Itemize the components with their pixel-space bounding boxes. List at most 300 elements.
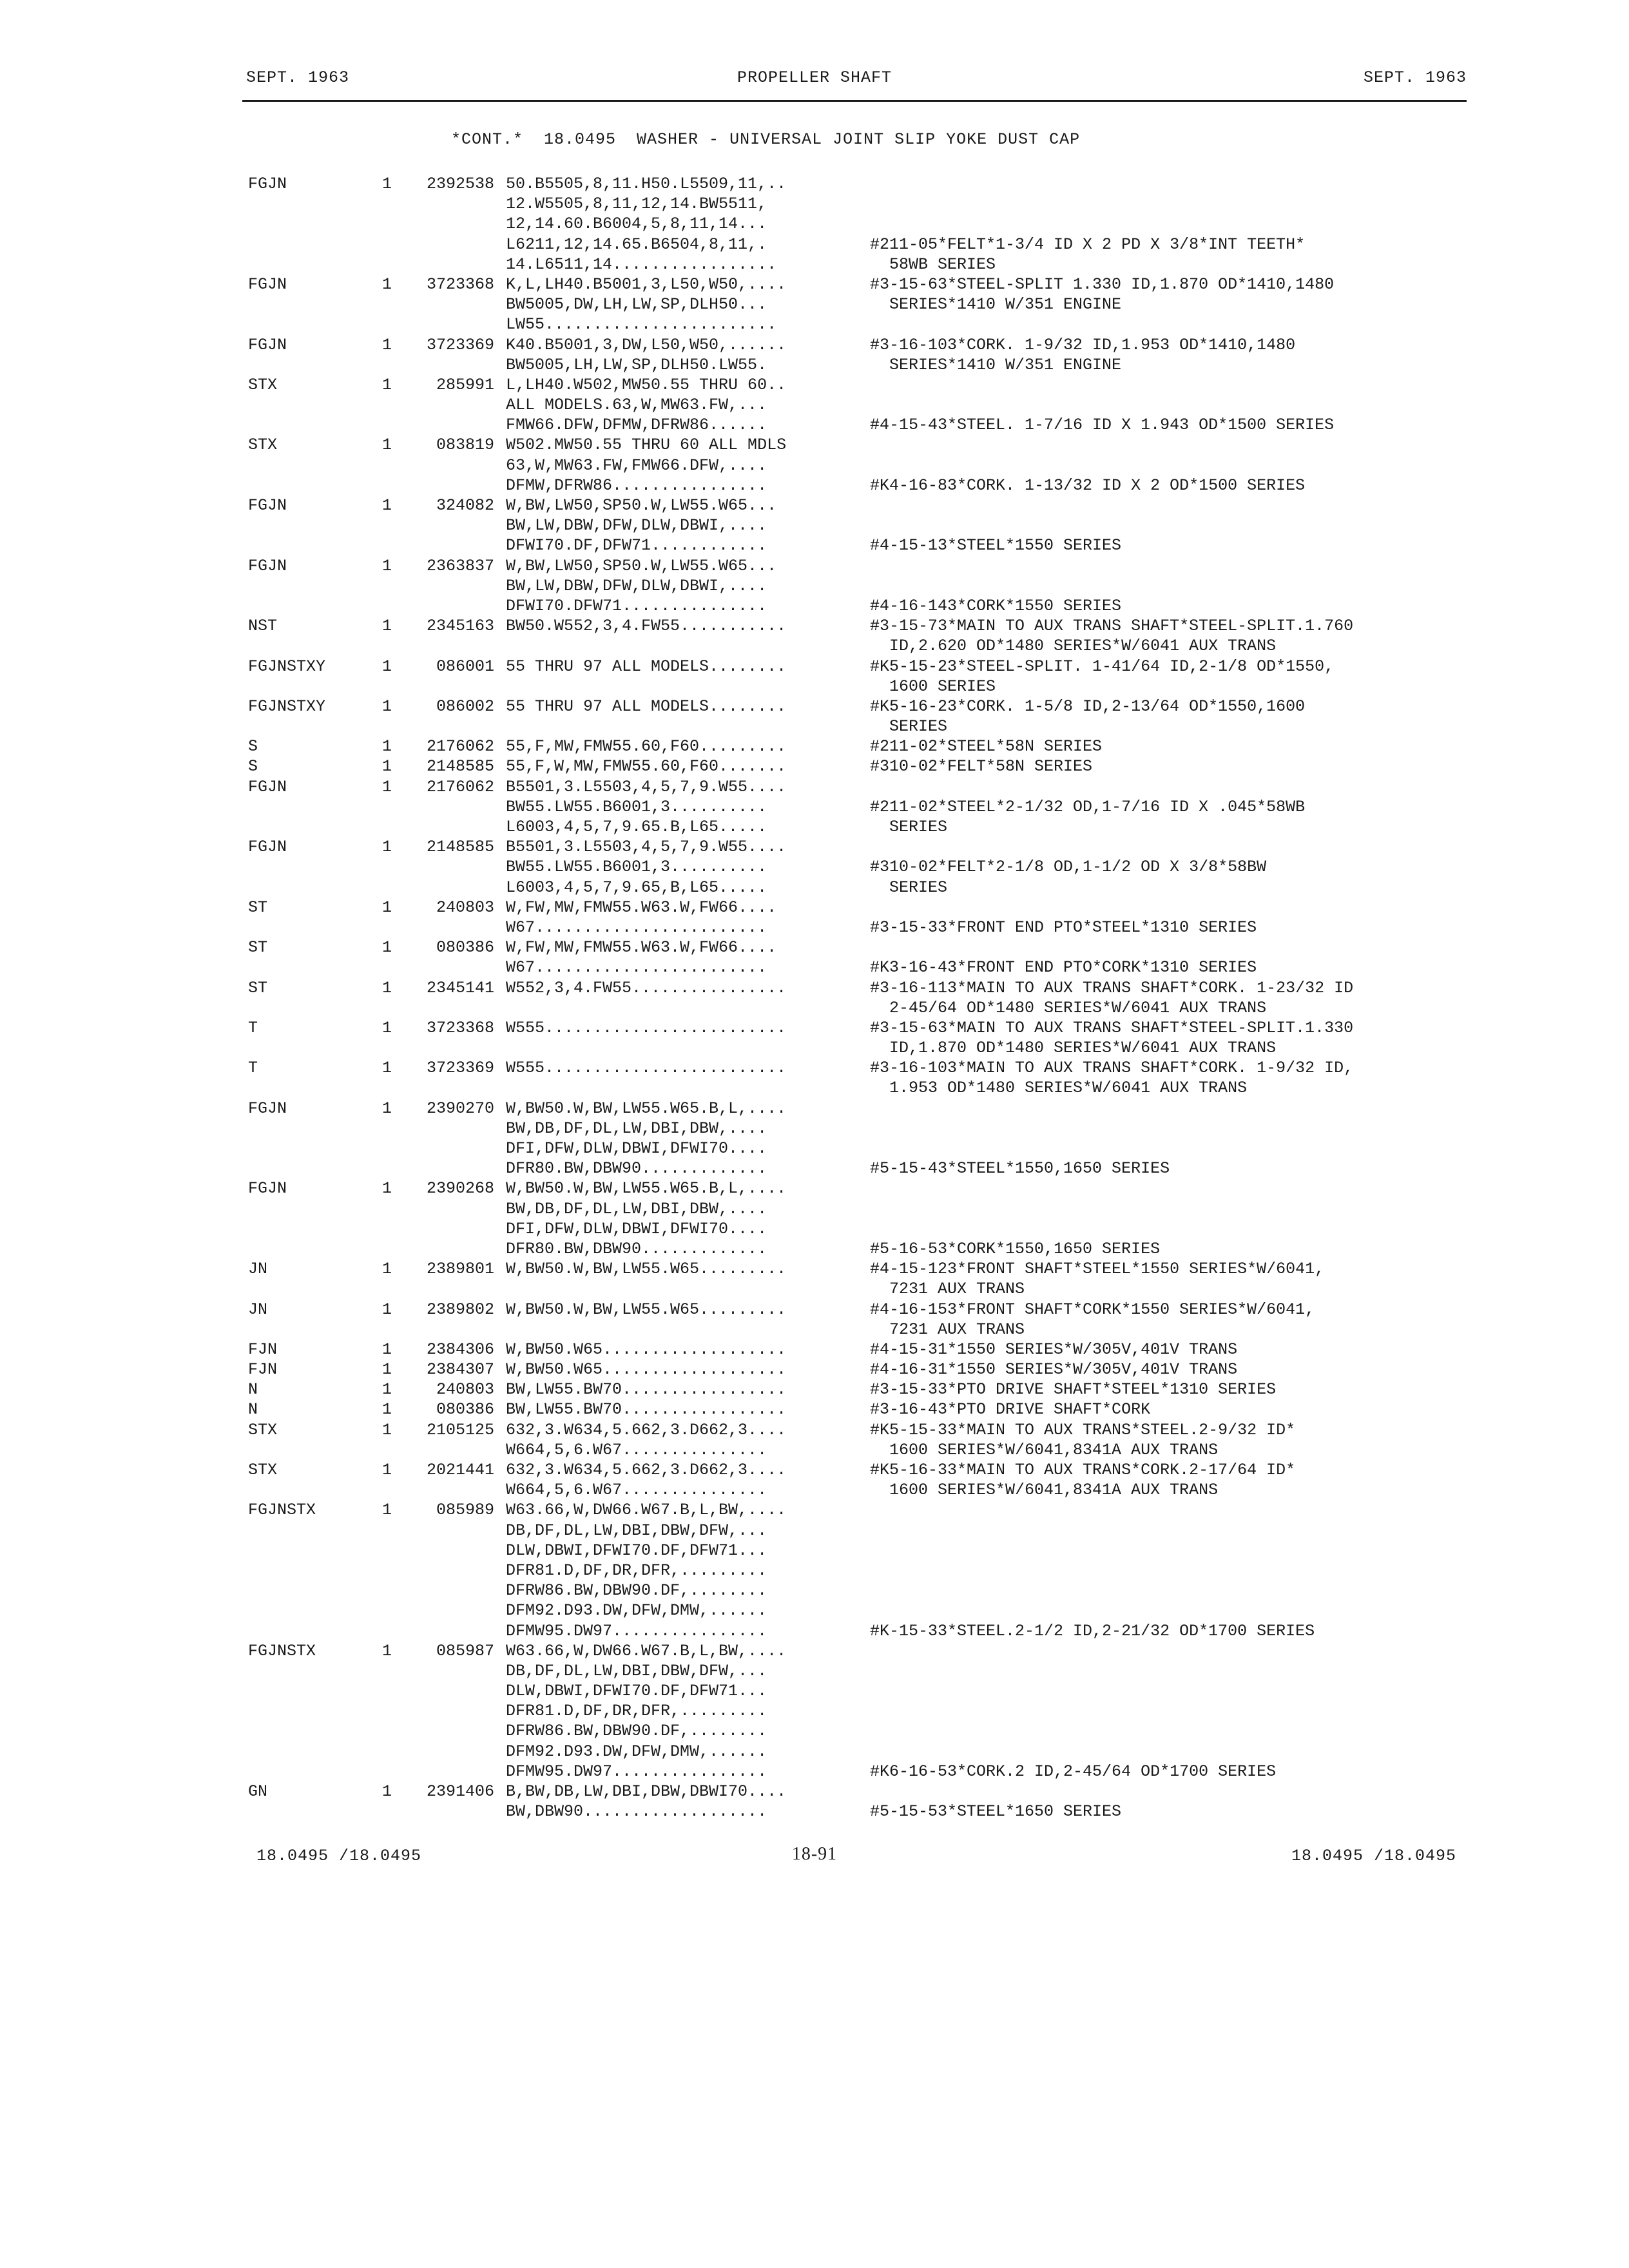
part-description: #4-16-143*CORK*1550 SERIES (870, 596, 1122, 615)
model-codes: FGJN (248, 838, 287, 857)
quantity: 1 (382, 1260, 392, 1279)
part-number: 324082 (436, 496, 494, 515)
quantity: 1 (382, 1300, 392, 1319)
model-codes: S (248, 757, 258, 776)
quantity: 1 (382, 1179, 392, 1198)
table-row (248, 697, 1479, 716)
model-codes: T (248, 1018, 258, 1037)
application-models: DFMW95.DW97................ (506, 1621, 767, 1640)
quantity: 1 (382, 496, 392, 515)
application-models: BW,LW,DBW,DFW,DLW,DBWI,.... (506, 516, 767, 535)
quantity: 1 (382, 175, 392, 193)
table-row (248, 1782, 1479, 1802)
application-models: BW5005,DW,LH,LW,SP,DLH50... (506, 295, 767, 314)
table-row-continuation (248, 1600, 1479, 1620)
part-number: 2384306 (426, 1340, 494, 1359)
table-row (248, 1460, 1479, 1480)
table-row (248, 1500, 1479, 1520)
part-description: #310-02*FELT*58N SERIES (870, 757, 1093, 776)
application-models: W,BW50.W,BW,LW55.W65......... (506, 1260, 787, 1279)
part-number: 2390270 (426, 1099, 494, 1118)
quantity: 1 (382, 617, 392, 636)
table-row (248, 1058, 1479, 1078)
table-row-continuation (248, 456, 1479, 476)
model-codes: ST (248, 938, 268, 957)
application-models: BW,LW,DBW,DFW,DLW,DBWI,.... (506, 576, 767, 595)
header-date-left: SEPT. 1963 (246, 68, 350, 87)
model-codes: FGJN (248, 1179, 287, 1198)
part-number: 2105125 (426, 1420, 494, 1439)
part-description: #5-15-43*STEEL*1550,1650 SERIES (870, 1159, 1170, 1178)
application-models: BW55.LW55.B6001,3.......... (506, 858, 767, 877)
application-models: DFR81.D,DF,DR,DFR,......... (506, 1561, 767, 1580)
table-row-continuation (248, 1078, 1479, 1098)
quantity: 1 (382, 1059, 392, 1078)
part-description: 1600 SERIES*W/6041,8341A AUX TRANS (870, 1440, 1219, 1459)
part-number: 2176062 (426, 777, 494, 796)
model-codes: FGJNSTX (248, 1501, 316, 1520)
part-description: SERIES (870, 818, 948, 836)
table-row (248, 174, 1479, 194)
quantity: 1 (382, 1018, 392, 1037)
model-codes: ST (248, 978, 268, 997)
table-row-continuation (248, 476, 1479, 495)
table-row-continuation (248, 1239, 1479, 1259)
parts-listing (248, 174, 1479, 1821)
application-models: BW55.LW55.B6001,3.......... (506, 797, 767, 816)
quantity: 1 (382, 274, 392, 294)
quantity: 1 (382, 556, 392, 575)
table-row (248, 837, 1479, 857)
part-description: #K5-16-23*CORK. 1-5/8 ID,2-13/64 OD*1550,1600 (870, 697, 1306, 716)
application-models: W555......................... (506, 1059, 787, 1078)
table-row-continuation (248, 817, 1479, 837)
part-description: #3-16-113*MAIN TO AUX TRANS SHAFT*CORK. 1-23/32 ID (870, 978, 1354, 997)
part-number: 2390268 (426, 1179, 494, 1198)
quantity: 1 (382, 737, 392, 756)
table-row-continuation (248, 1440, 1479, 1460)
model-codes: STX (248, 1461, 278, 1479)
application-models: BW,DB,DF,DL,LW,DBI,DBW,.... (506, 1119, 767, 1138)
model-codes: T (248, 1059, 258, 1078)
table-row (248, 978, 1479, 998)
table-row-continuation (248, 1701, 1479, 1721)
table-row-continuation (248, 998, 1479, 1018)
model-codes: JN (248, 1300, 268, 1319)
application-models: W63.66,W,DW66.W67.B,L,BW,.... (506, 1641, 787, 1660)
quantity: 1 (382, 1400, 392, 1419)
part-number: 086001 (436, 657, 494, 676)
application-models: BW,LW55.BW70................. (506, 1400, 787, 1419)
quantity: 1 (382, 1461, 392, 1479)
application-models: 14.L6511,14................. (506, 255, 777, 274)
model-codes: GN (248, 1782, 268, 1801)
page-number: 18-91 (791, 1844, 838, 1864)
application-models: 55 THRU 97 ALL MODELS........ (506, 657, 787, 676)
table-row (248, 556, 1479, 576)
part-description: #310-02*FELT*2-1/8 OD,1-1/2 OD X 3/8*58BW (870, 858, 1267, 877)
part-description: ID,1.870 OD*1480 SERIES*W/6041 AUX TRANS (870, 1039, 1277, 1058)
part-number: 2389802 (426, 1300, 494, 1319)
part-number: 2345141 (426, 978, 494, 997)
part-description: #3-15-63*STEEL-SPLIT 1.330 ID,1.870 OD*1410,1480 (870, 274, 1335, 294)
part-number: 285991 (436, 375, 494, 394)
application-models: DFR81.D,DF,DR,DFR,......... (506, 1702, 767, 1721)
application-models: DFR80.BW,DBW90............. (506, 1239, 767, 1258)
part-number: 3723368 (426, 1018, 494, 1037)
model-codes: FJN (248, 1340, 278, 1359)
part-description: 1.953 OD*1480 SERIES*W/6041 AUX TRANS (870, 1079, 1248, 1098)
table-row (248, 1018, 1479, 1038)
table-row-continuation (248, 535, 1479, 555)
quantity: 1 (382, 1380, 392, 1399)
table-row-continuation (248, 1219, 1479, 1239)
table-row-continuation (248, 1139, 1479, 1158)
table-row-continuation (248, 1762, 1479, 1782)
table-row-continuation (248, 1199, 1479, 1219)
table-row-continuation (248, 957, 1479, 977)
model-codes: FGJN (248, 335, 287, 354)
table-row-continuation (248, 1320, 1479, 1340)
table-row-continuation (248, 255, 1479, 274)
quantity: 1 (382, 757, 392, 776)
quantity: 1 (382, 1360, 392, 1379)
application-models: FMW66.DFW,DFMW,DFRW86...... (506, 416, 767, 435)
table-row (248, 1099, 1479, 1119)
application-models: 55,F,MW,FMW55.60,F60......... (506, 737, 787, 756)
part-number: 085987 (436, 1641, 494, 1660)
application-models: W502.MW50.55 THRU 60 ALL MDLS (506, 436, 787, 455)
table-row-continuation (248, 1541, 1479, 1561)
application-models: 63,W,MW63.FW,FMW66.DFW,.... (506, 456, 767, 475)
table-row-continuation (248, 235, 1479, 255)
part-description: #K5-15-33*MAIN TO AUX TRANS*STEEL.2-9/32 ID* (870, 1420, 1296, 1439)
part-description: #4-15-13*STEEL*1550 SERIES (870, 536, 1122, 555)
application-models: W,FW,MW,FMW55.W63.W,FW66.... (506, 898, 777, 917)
application-models: DFRW86.BW,DBW90.DF,........ (506, 1722, 767, 1741)
table-row-continuation (248, 395, 1479, 415)
part-number: 2345163 (426, 617, 494, 636)
table-row (248, 1420, 1479, 1440)
footer-ref-left: 18.0495 /18.0495 (256, 1847, 422, 1865)
part-description: 7231 AUX TRANS (870, 1320, 1025, 1339)
application-models: BW,LW55.BW70................. (506, 1380, 787, 1399)
application-models: DLW,DBWI,DFWI70.DF,DFW71... (506, 1682, 767, 1701)
application-models: W63.66,W,DW66.W67.B,L,BW,.... (506, 1501, 787, 1520)
model-codes: NST (248, 617, 278, 636)
application-models: W664,5,6.W67............... (506, 1440, 767, 1459)
application-models: DFM92.D93.DW,DFW,DMW,...... (506, 1601, 767, 1620)
quantity: 1 (382, 335, 392, 354)
application-models: DFWI70.DFW71............... (506, 596, 767, 615)
table-row (248, 1379, 1479, 1399)
table-row-continuation (248, 194, 1479, 214)
quantity: 1 (382, 938, 392, 957)
catalog-title: *CONT.* 18.0495 WASHER - UNIVERSAL JOINT SLIP YOKE DUST CAP (451, 130, 1081, 149)
table-row (248, 1259, 1479, 1279)
table-row (248, 274, 1479, 294)
table-row-continuation (248, 596, 1479, 616)
application-models: W,BW50.W,BW,LW55.W65.B,L,.... (506, 1179, 787, 1198)
part-number: 080386 (436, 1400, 494, 1419)
part-number: 3723368 (426, 274, 494, 294)
quantity: 1 (382, 697, 392, 716)
part-number: 3723369 (426, 1059, 494, 1078)
application-models: W,BW50.W,BW,LW55.W65......... (506, 1300, 787, 1319)
part-description: SERIES (870, 878, 948, 897)
model-codes: FGJN (248, 175, 287, 193)
table-row-continuation (248, 355, 1479, 375)
part-description: #K3-16-43*FRONT END PTO*CORK*1310 SERIES (870, 958, 1257, 977)
model-codes: FGJN (248, 274, 287, 294)
table-row-continuation (248, 1038, 1479, 1058)
table-row-continuation (248, 1661, 1479, 1681)
table-row-continuation (248, 878, 1479, 898)
table-row-continuation (248, 1158, 1479, 1178)
part-number: 2176062 (426, 737, 494, 756)
part-number: 085989 (436, 1501, 494, 1520)
part-number: 2389801 (426, 1260, 494, 1279)
table-row (248, 756, 1479, 776)
part-number: 2392538 (426, 175, 494, 193)
header-rule (242, 100, 1467, 102)
quantity: 1 (382, 375, 392, 394)
table-row-continuation (248, 214, 1479, 234)
part-number: 086002 (436, 697, 494, 716)
part-number: 240803 (436, 898, 494, 917)
table-row-continuation (248, 716, 1479, 736)
part-description: #4-15-123*FRONT SHAFT*STEEL*1550 SERIES*W/6041, (870, 1260, 1325, 1279)
header-date-right: SEPT. 1963 (1363, 68, 1467, 87)
table-row (248, 898, 1479, 918)
application-models: BW,DBW90................... (506, 1802, 767, 1821)
table-row (248, 1178, 1479, 1198)
table-row-continuation (248, 576, 1479, 596)
application-models: L,LH40.W502,MW50.55 THRU 60.. (506, 375, 787, 394)
table-row-continuation (248, 294, 1479, 314)
table-row-continuation (248, 1119, 1479, 1139)
application-models: W,FW,MW,FMW55.W63.W,FW66.... (506, 938, 777, 957)
part-description: #3-16-43*PTO DRIVE SHAFT*CORK (870, 1400, 1151, 1419)
part-description: #5-16-53*CORK*1550,1650 SERIES (870, 1239, 1161, 1258)
quantity: 1 (382, 1641, 392, 1660)
table-row-continuation (248, 1521, 1479, 1541)
quantity: 1 (382, 838, 392, 857)
part-description: SERIES*1410 W/351 ENGINE (870, 355, 1122, 374)
application-models: W555......................... (506, 1018, 787, 1037)
part-number: 083819 (436, 436, 494, 455)
part-description: #211-02*STEEL*58N SERIES (870, 737, 1103, 756)
quantity: 1 (382, 777, 392, 796)
part-description: #4-16-153*FRONT SHAFT*CORK*1550 SERIES*W/6041, (870, 1300, 1315, 1319)
table-row (248, 1300, 1479, 1320)
table-row-continuation (248, 1742, 1479, 1762)
application-models: DFI,DFW,DLW,DBWI,DFWI70.... (506, 1219, 767, 1238)
table-row (248, 1340, 1479, 1360)
model-codes: JN (248, 1260, 268, 1279)
part-description: #3-16-103*MAIN TO AUX TRANS SHAFT*CORK. 1-9/32 ID, (870, 1059, 1354, 1078)
table-row-continuation (248, 1802, 1479, 1821)
application-models: W,BW50.W,BW,LW55.W65.B,L,.... (506, 1099, 787, 1118)
application-models: BW,DB,DF,DL,LW,DBI,DBW,.... (506, 1199, 767, 1218)
application-models: 632,3.W634,5.662,3.D662,3.... (506, 1461, 787, 1479)
application-models: ALL MODELS.63,W,MW63.FW,... (506, 396, 767, 415)
table-row (248, 1360, 1479, 1379)
header-section-title: PROPELLER SHAFT (737, 68, 892, 87)
part-description: #3-15-73*MAIN TO AUX TRANS SHAFT*STEEL-SPLIT.1.760 (870, 617, 1354, 636)
quantity: 1 (382, 1501, 392, 1520)
application-models: DFM92.D93.DW,DFW,DMW,...... (506, 1742, 767, 1761)
application-models: B5501,3.L5503,4,5,7,9.W55.... (506, 838, 787, 857)
model-codes: FGJN (248, 496, 287, 515)
application-models: W,BW50.W65................... (506, 1360, 787, 1379)
model-codes: FGJNSTXY (248, 697, 326, 716)
table-row (248, 335, 1479, 355)
application-models: DFR80.BW,DBW90............. (506, 1159, 767, 1178)
application-models: W664,5,6.W67............... (506, 1481, 767, 1500)
application-models: DB,DF,DL,LW,DBI,DBW,DFW,... (506, 1661, 767, 1680)
part-description: SERIES*1410 W/351 ENGINE (870, 295, 1122, 314)
model-codes: S (248, 737, 258, 756)
table-row (248, 495, 1479, 515)
table-row-continuation (248, 677, 1479, 697)
part-description: #5-15-53*STEEL*1650 SERIES (870, 1802, 1122, 1821)
application-models: L6003,4,5,7,9.65,B,L65..... (506, 878, 767, 897)
model-codes: FGJNSTX (248, 1641, 316, 1660)
part-description: #211-05*FELT*1-3/4 ID X 2 PD X 3/8*INT TEETH* (870, 235, 1306, 254)
table-row (248, 1641, 1479, 1661)
table-row-continuation (248, 1581, 1479, 1600)
model-codes: FGJN (248, 556, 287, 575)
model-codes: STX (248, 375, 278, 394)
application-models: DLW,DBWI,DFWI70.DF,DFW71... (506, 1541, 767, 1560)
quantity: 1 (382, 1340, 392, 1359)
part-description: ID,2.620 OD*1480 SERIES*W/6041 AUX TRANS (870, 637, 1277, 656)
part-description: 1600 SERIES*W/6041,8341A AUX TRANS (870, 1481, 1219, 1500)
model-codes: N (248, 1400, 258, 1419)
application-models: 12.W5505,8,11,12,14.BW5511, (506, 195, 767, 214)
application-models: L6211,12,14.65.B6504,8,11,. (506, 235, 767, 254)
table-row-continuation (248, 1561, 1479, 1581)
application-models: B5501,3.L5503,4,5,7,9.W55.... (506, 777, 787, 796)
table-row-continuation (248, 1279, 1479, 1299)
quantity: 1 (382, 978, 392, 997)
application-models: DFWI70.DF,DFW71............ (506, 536, 767, 555)
quantity: 1 (382, 657, 392, 676)
part-description: #K5-16-33*MAIN TO AUX TRANS*CORK.2-17/64 ID* (870, 1461, 1296, 1479)
table-row-continuation (248, 918, 1479, 937)
application-models: BW50.W552,3,4.FW55........... (506, 617, 787, 636)
table-row-continuation (248, 1681, 1479, 1701)
part-description: #4-16-31*1550 SERIES*W/305V,401V TRANS (870, 1360, 1238, 1379)
table-row-continuation (248, 1480, 1479, 1500)
application-models: W,BW,LW50,SP50.W,LW55.W65... (506, 496, 777, 515)
table-row (248, 616, 1479, 636)
table-row-continuation (248, 797, 1479, 817)
part-number: 240803 (436, 1380, 494, 1399)
part-description: #211-02*STEEL*2-1/32 OD,1-7/16 ID X .045*58WB (870, 797, 1306, 816)
table-row-continuation (248, 314, 1479, 334)
application-models: 50.B5505,8,11.H50.L5509,11,.. (506, 175, 787, 193)
model-codes: FGJN (248, 777, 287, 796)
application-models: LW55........................ (506, 315, 777, 334)
table-row (248, 435, 1479, 455)
model-codes: ST (248, 898, 268, 917)
part-description: #K4-16-83*CORK. 1-13/32 ID X 2 OD*1500 SERIES (870, 476, 1306, 495)
part-number: 2148585 (426, 757, 494, 776)
part-number: 2148585 (426, 838, 494, 857)
table-row-continuation (248, 515, 1479, 535)
quantity: 1 (382, 1420, 392, 1439)
table-row-continuation (248, 415, 1479, 435)
application-models: 55 THRU 97 ALL MODELS........ (506, 697, 787, 716)
model-codes: STX (248, 1420, 278, 1439)
part-description: #K6-16-53*CORK.2 ID,2-45/64 OD*1700 SERIES (870, 1762, 1277, 1781)
model-codes: FGJN (248, 1099, 287, 1118)
table-row (248, 736, 1479, 756)
part-description: #4-15-31*1550 SERIES*W/305V,401V TRANS (870, 1340, 1238, 1359)
application-models: DFMW,DFRW86................ (506, 476, 767, 495)
table-row-continuation (248, 1721, 1479, 1741)
part-number: 3723369 (426, 335, 494, 354)
part-description: #3-15-33*FRONT END PTO*STEEL*1310 SERIES (870, 918, 1257, 937)
table-row-continuation (248, 636, 1479, 656)
application-models: 12,14.60.B6004,5,8,11,14... (506, 215, 767, 234)
application-models: DFMW95.DW97................ (506, 1762, 767, 1781)
part-number: 2021441 (426, 1461, 494, 1479)
part-number: 2363837 (426, 556, 494, 575)
table-row (248, 937, 1479, 957)
part-description: #3-16-103*CORK. 1-9/32 ID,1.953 OD*1410,1480 (870, 335, 1296, 354)
part-description: #K-15-33*STEEL.2-1/2 ID,2-21/32 OD*1700 SERIES (870, 1621, 1315, 1640)
model-codes: STX (248, 436, 278, 455)
part-description: #K5-15-23*STEEL-SPLIT. 1-41/64 ID,2-1/8 OD*1550, (870, 657, 1335, 676)
application-models: B,BW,DB,LW,DBI,DBW,DBWI70.... (506, 1782, 787, 1801)
application-models: L6003,4,5,7,9.65.B,L65..... (506, 818, 767, 836)
table-row (248, 657, 1479, 677)
application-models: W552,3,4.FW55................ (506, 978, 787, 997)
part-description: 2-45/64 OD*1480 SERIES*W/6041 AUX TRANS (870, 998, 1267, 1017)
application-models: BW5005,LH,LW,SP,DLH50.LW55. (506, 355, 767, 374)
part-number: 2391406 (426, 1782, 494, 1801)
part-description: 7231 AUX TRANS (870, 1280, 1025, 1299)
application-models: 632,3.W634,5.662,3.D662,3.... (506, 1420, 787, 1439)
table-row (248, 777, 1479, 797)
application-models: W67........................ (506, 958, 767, 977)
part-description: 1600 SERIES (870, 677, 996, 696)
model-codes: N (248, 1380, 258, 1399)
quantity: 1 (382, 436, 392, 455)
table-row (248, 1399, 1479, 1419)
model-codes: FGJNSTXY (248, 657, 326, 676)
part-description: #3-15-33*PTO DRIVE SHAFT*STEEL*1310 SERIES (870, 1380, 1277, 1399)
application-models: W67........................ (506, 918, 767, 937)
table-row (248, 375, 1479, 395)
application-models: W,BW50.W65................... (506, 1340, 787, 1359)
footer-ref-right: 18.0495 /18.0495 (1291, 1847, 1456, 1865)
part-number: 2384307 (426, 1360, 494, 1379)
application-models: K40.B5001,3,DW,L50,W50,...... (506, 335, 787, 354)
quantity: 1 (382, 1782, 392, 1801)
part-description: #4-15-43*STEEL. 1-7/16 ID X 1.943 OD*1500 SERIES (870, 416, 1335, 435)
quantity: 1 (382, 898, 392, 917)
model-codes: FJN (248, 1360, 278, 1379)
application-models: W,BW,LW50,SP50.W,LW55.W65... (506, 556, 777, 575)
part-description: SERIES (870, 717, 948, 736)
application-models: DFI,DFW,DLW,DBWI,DFWI70.... (506, 1139, 767, 1158)
application-models: DFRW86.BW,DBW90.DF,........ (506, 1581, 767, 1600)
part-description: #3-15-63*MAIN TO AUX TRANS SHAFT*STEEL-SPLIT.1.330 (870, 1018, 1354, 1037)
